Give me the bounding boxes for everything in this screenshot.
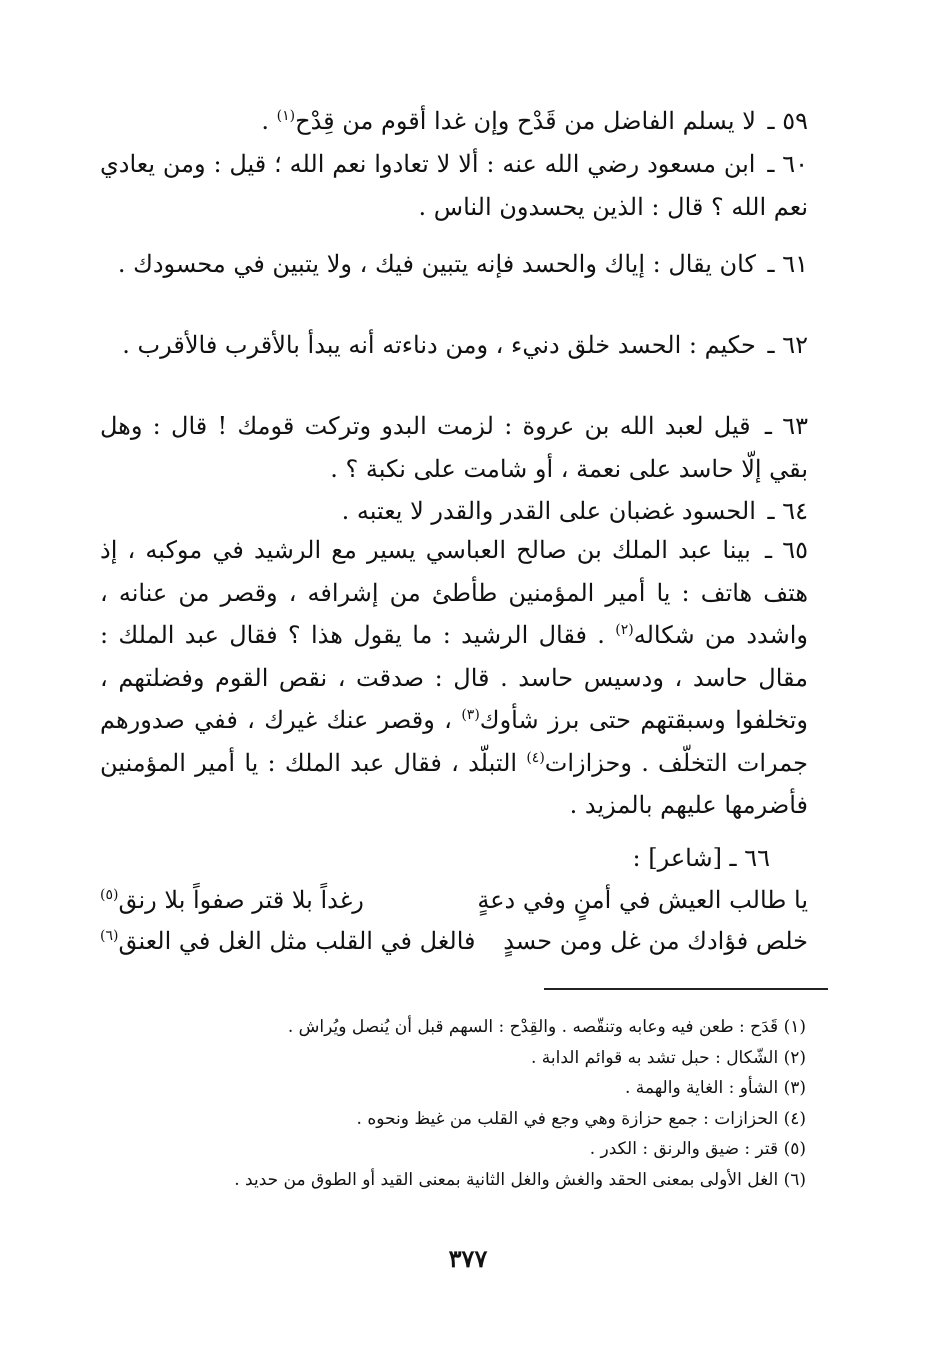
entry-number: ٦٢ ـ (767, 331, 808, 359)
entry-number: ٦٥ ـ (765, 536, 808, 564)
footnote-4: (٤) الحزازات : جمع حزازة وهي وجع في القلب من غيظ ونحوه . (356, 1108, 806, 1129)
entry-number: ٦٠ ـ (767, 150, 808, 178)
footnote-5: (٥) قتر : ضيق والرنق : الكدر . (589, 1139, 806, 1159)
entry-number: ٦٣ ـ (764, 412, 808, 440)
entry-62 (100, 324, 808, 367)
entry-text-part-3: ، وقصر عنك غيرك ، ففي صدورهم جمرات التخلّف . وحزازات (100, 706, 808, 777)
footnote-ref: (٣) (461, 707, 480, 723)
footnote-3: (٣) الشأو : الغاية والهمة . (624, 1078, 806, 1098)
entry-text-part-1: بينا عبد الملك بن صالح العباسي يسير مع الرشيد في موكبه ، إذ هتف هاتف : يا أمير المؤمنين طأطئ من إشرافه ، وقصر من عنانه ، واشدد من شكاله (100, 536, 809, 649)
verse-first-hemistich: يا طالب العيش في أمنٍ وفي دعةٍ (477, 886, 808, 914)
entry-text: الحسود غضبان على القدر والقدر لا يعتبه . (341, 497, 756, 525)
entry-64 (100, 490, 808, 533)
verse-second-hemistich: رغداً بلا قتر صفواً بلا رنق (118, 886, 364, 914)
entry-60 (100, 143, 808, 228)
footnote-ref: (١) (276, 108, 296, 124)
footnote-2: (٢) الشّكال : حبل تشد به قوائم الدابة . (530, 1047, 806, 1068)
footnote-ref: (٥) (100, 887, 119, 903)
verse-first-hemistich: خلص فؤادك من غل ومن حسدٍ (503, 927, 808, 955)
entry-text-part-2: . فقال الرشيد : ما يقول هذا ؟ فقال عبد الملك : مقال حاسد ، ودسيس حاسد . قال : صدقت ، نقص القوم وفضلتهم ، وتخلفوا وسبقتهم حتى برز شأوك (100, 621, 809, 734)
entry-number: ٥٩ ـ (767, 107, 808, 135)
footnotes-list (166, 1012, 806, 1195)
poem-verse-1 (100, 880, 808, 920)
entry-number: ٦٤ ـ (767, 497, 808, 525)
footnote-ref: (٦) (100, 928, 119, 944)
entry-59 (100, 100, 808, 143)
entry-text: ابن مسعود رضي الله عنه : ألا لا تعادوا نعم الله ؛ قيل : ومن يعادي نعم الله ؟ قال : الذين يحسدون الناس . (100, 150, 808, 221)
verse-second-hemistich-wrap (100, 880, 364, 920)
poem-heading: ٦٦ ـ [شاعر] : (632, 844, 770, 872)
verse-second-hemistich-wrap (100, 921, 476, 961)
page-number: ٣٧٧ (448, 1244, 488, 1273)
entry-61 (100, 243, 808, 286)
footnote-ref: (٢) (615, 622, 634, 638)
footnote-6: (٦) الغل الأولى بمعنى الحقد والغش والغل الثانية بمعنى القيد أو الطوق من حديد . (234, 1169, 806, 1190)
entry-text-part-4: التبلّد ، فقال عبد الملك : يا أمير المؤمنين فأضرمها عليهم بالمزيد . (100, 748, 808, 819)
footnote-divider (544, 988, 828, 990)
entry-63 (100, 405, 808, 490)
entry-text: لا يسلم الفاضل من قَدْح وإن غدا أقوم من قِدْح (295, 107, 756, 135)
poem-verse-2 (100, 921, 808, 961)
entry-65 (100, 529, 808, 827)
footnote-1: (١) قَدَح : طعن فيه وعابه وتنقّصه . والقِدْح : السهم قبل أن يُنصل ويُراش . (287, 1017, 806, 1037)
entry-text: قيل لعبد الله بن عروة : لزمت البدو وتركت قومك ! قال : وهل بقي إلّا حاسد على نعمة ، أو شامت على نكبة ؟ . (100, 412, 808, 483)
entry-text: كان يقال : إياك والحسد فإنه يتبين فيك ، ولا يتبين في محسودك . (117, 250, 756, 278)
entry-text: حكيم : الحسد خلق دنيء ، ومن دناءته أنه يبدأ بالأقرب فالأقرب . (122, 331, 756, 359)
verse-second-hemistich: فالغل في القلب مثل الغل في العنق (118, 927, 476, 955)
footnote-ref: (٤) (526, 749, 545, 766)
entry-number: ٦١ ـ (767, 250, 808, 278)
entry-tail: . (261, 107, 277, 135)
